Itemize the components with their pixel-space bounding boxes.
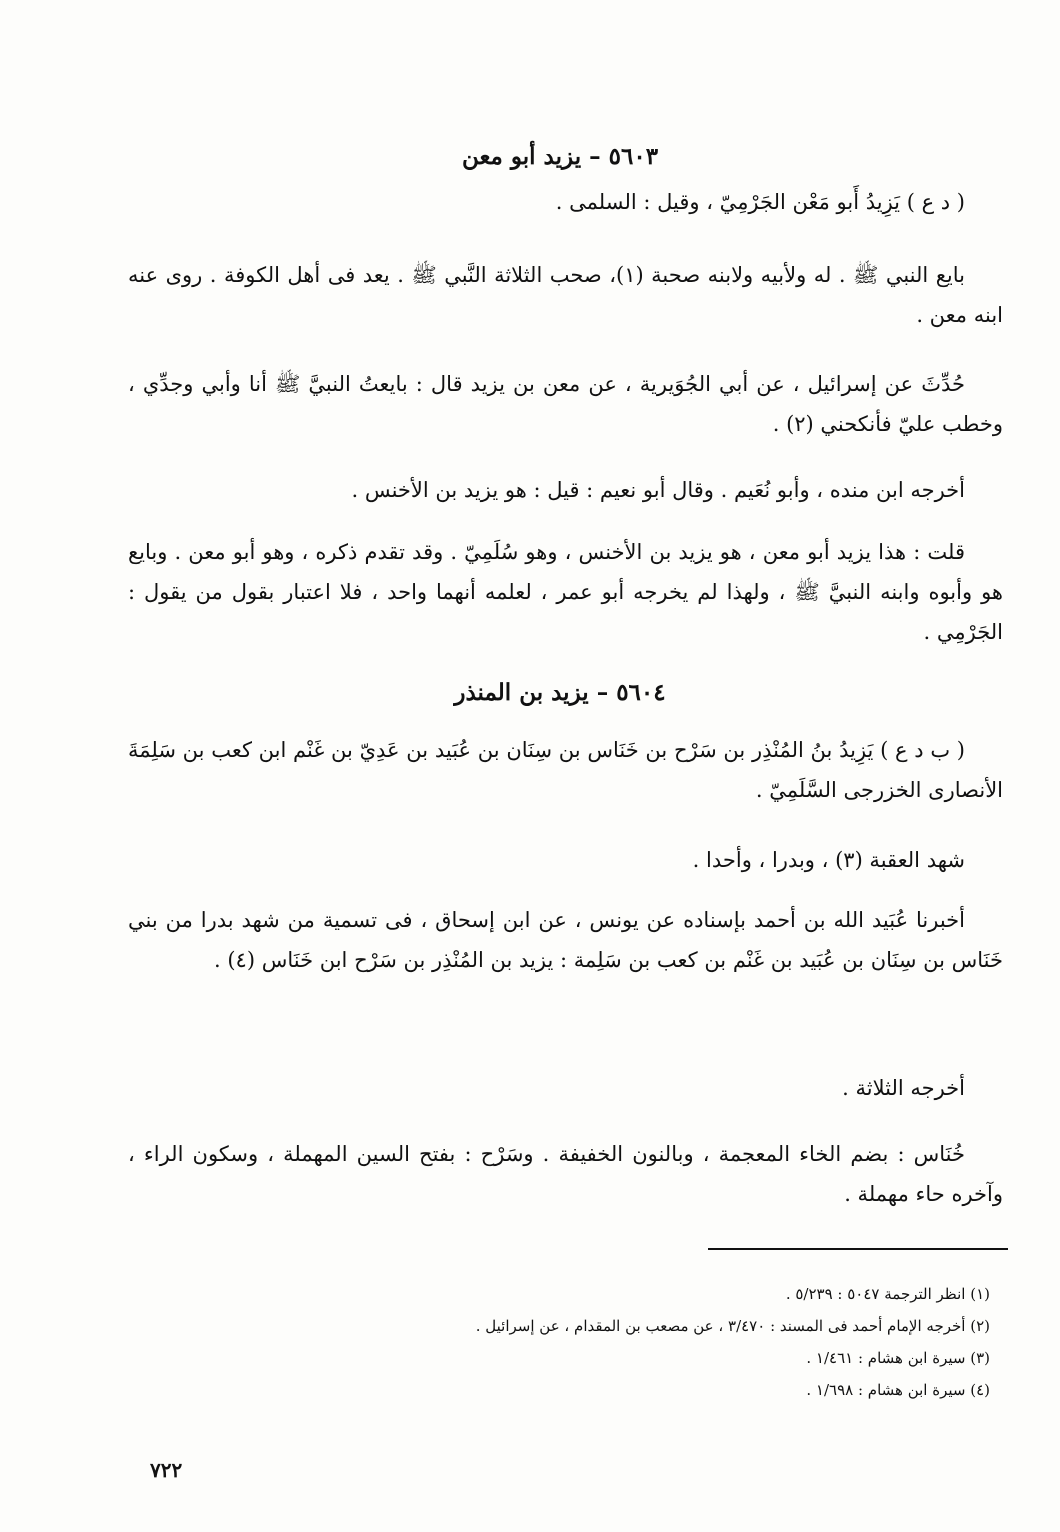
entry-paragraph: أخبرنا عُبَيد الله بن أحمد بإسناده عن يونس ، عن ابن إسحاق ، فى تسمية من شهد بدرا من بني خَنَاس بن سِنَان بن عُبَيد بن غَنْم بن كعب بن سَلِمة : يزيد بن المُنْذِر بن سَرْح ابن خَنَاس (٤) . [128,908,1003,972]
entry-paragraph: شهد العقبة (٣) ، وبدرا ، وأحدا . [692,848,965,872]
page-number: ٧٢٢ [150,1458,183,1482]
entry-heading: ٥٦٠٤ – يزيد بن المنذر [454,679,666,706]
entry-paragraph: قلت : هذا يزيد أبو معن ، هو يزيد بن الأخنس ، وهو سُلَمِيّ . وقد تقدم ذكره ، وهو أبو معن . وبايع هو وأبوه وابنه النبيَّ ﷺ ، ولهذا لم يخرجه أبو عمر ، لعلمه أنهما واحد ، فلا اعتبار بقول من يقول : الجَرْمِي . [128,540,1003,644]
footnote-separator [708,1248,1008,1250]
entry-paragraph: حُدِّثَ عن إسرائيل ، عن أبي الجُوَيرية ، عن معن بن يزيد قال : بايعتُ النبيَّ ﷺ أنا وأبي وجدِّي ، وخطب عليّ فأنكحني (٢) . [128,372,1003,436]
entry-heading: ٥٦٠٣ – يزيد أبو معن [461,143,659,170]
entry-paragraph: ( د ع ) يَزِيدُ أَبو مَعْن الجَرْمِيّ ، وقيل : السلمى . [555,190,965,214]
entry-paragraph: خُنَاس : بضم الخاء المعجمة ، وبالنون الخفيفة . وسَرْح : بفتح السين المهملة ، وسكون الراء ، وآخره حاء مهملة . [128,1142,1003,1206]
entry-paragraph: ( ب د ع ) يَزِيدُ بنُ المُنْذِر بن سَرْح بن خَنَاس بن سِنَان بن عُبَيد بن عَدِيّ بن غَنْم ابن كعب بن سَلِمَةَ الأنصارى الخزرجى السَّلَمِيّ . [128,738,1003,802]
entry-paragraph: أخرجه ابن منده ، وأبو نُعَيم . وقال أبو نعيم : قيل : هو يزيد بن الأخنس . [351,478,965,502]
entry-paragraph: بايع النبي ﷺ . له ولأبيه ولابنه صحبة (١)، صحب الثلاثة النَّبي ﷺ . يعد فى أهل الكوفة . روى عنه ابنه معن . [128,263,1003,327]
footnote: (٣) سيرة ابن هشام : ١/٤٦١ . [806,1349,990,1367]
footnote: (٤) سيرة ابن هشام : ١/٦٩٨ . [806,1381,990,1399]
footnotes [300,1278,990,1406]
footnote: (١) انظر الترجمة ٥٠٤٧ : ٥/٢٣٩ . [785,1285,990,1303]
entry-paragraph: أخرجه الثلاثة . [842,1076,965,1100]
footnote: (٢) أخرجه الإمام أحمد فى المسند : ٣/٤٧٠ ، عن مصعب بن المقدام ، عن إسرائيل . [475,1317,990,1335]
